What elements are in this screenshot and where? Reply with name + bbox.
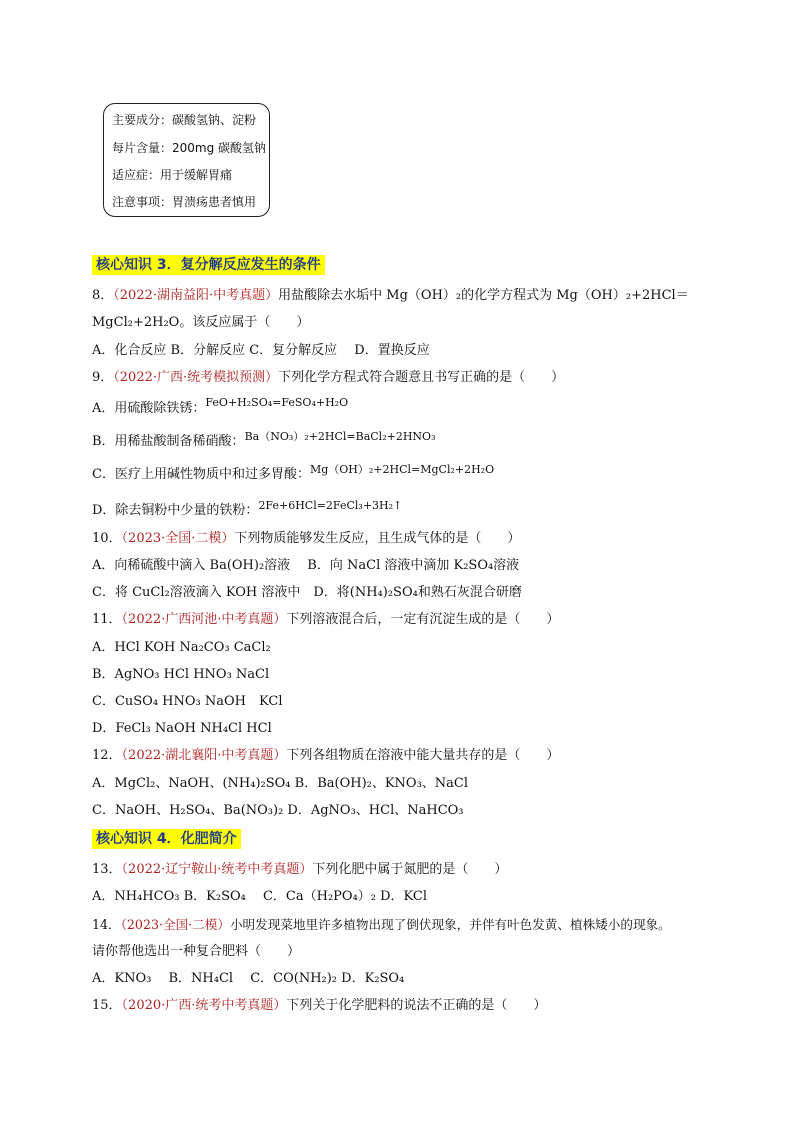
option-equation: Ba（NO₃）₂+2HCl=BaCl₂+2HNO₃ bbox=[244, 430, 436, 443]
question-number: 12． bbox=[92, 748, 122, 763]
question-number: 11． bbox=[92, 612, 122, 627]
question-10-options-cd: C．将 CuCl₂溶液滴入 KOH 溶液中 D．将(NH₄)₂SO₄和熟石灰混合研磨 bbox=[92, 585, 522, 600]
question-9-option-a bbox=[92, 396, 349, 418]
question-source: （2022·湖南益阳·中考真题） bbox=[113, 288, 279, 303]
question-12 bbox=[92, 747, 559, 765]
question-source: （2020·广西·统考中考真题） bbox=[121, 998, 287, 1013]
question-number: 14． bbox=[92, 917, 121, 932]
question-number: 8． bbox=[92, 288, 114, 303]
label-row-ingredients: 主要成分：碳酸氢钠、淀粉 bbox=[112, 113, 257, 127]
option-equation: 2Fe+6HCl=2FeCl₃+3H₂↑ bbox=[258, 499, 403, 512]
label-row-caution: 注意事项：胃溃疡患者慎用 bbox=[112, 195, 257, 209]
question-text: 下列化肥中属于氮肥的是（ ） bbox=[312, 862, 508, 877]
question-text: 下列物质能够发生反应，且生成气体的是（ ） bbox=[234, 531, 521, 546]
question-number: 10． bbox=[92, 531, 122, 546]
question-9-option-d bbox=[92, 499, 403, 520]
question-9-option-b bbox=[92, 430, 436, 451]
question-text: 用盐酸除去水垢中 Mg（OH）₂的化学方程式为 Mg（OH）₂+2HCl＝ bbox=[278, 288, 689, 303]
question-14-options: A．KNO₃ B．NH₄Cl C．CO(NH₂)₂ D．K₂SO₄ bbox=[92, 971, 405, 986]
question-14-text-cont: 请你帮他选出一种复合肥料（ ） bbox=[92, 944, 301, 959]
question-8-text-cont: MgCl₂+2H₂O。该反应属于（ ） bbox=[92, 315, 310, 330]
question-11-option-b: B．AgNO₃ HCl HNO₃ NaCl bbox=[92, 667, 270, 682]
question-11-option-a: A．HCl KOH Na₂CO₃ CaCl₂ bbox=[92, 640, 271, 655]
question-12-options-cd: C．NaOH、H₂SO₄、Ba(NO₃)₂ D．AgNO₃、HCl、NaHCO₃ bbox=[92, 803, 464, 818]
question-11-option-d: D．FeCl₃ NaOH NH₄Cl HCl bbox=[92, 721, 272, 736]
label-row-indication: 适应症：用于缓解胃痛 bbox=[112, 168, 233, 182]
question-source: （2023·全国·二模） bbox=[120, 917, 230, 932]
question-text: 下列化学方程式符合题意且书写正确的是（ ） bbox=[278, 370, 565, 385]
question-15 bbox=[92, 997, 546, 1015]
section-heading-3: 核心知识 3．复分解反应发生的条件 bbox=[92, 255, 325, 275]
question-13-options: A．NH₄HCO₃ B．K₂SO₄ C．Ca（H₂PO₄）₂ D．KCl bbox=[92, 889, 428, 904]
question-source: （2023·全国·二模） bbox=[121, 531, 235, 546]
question-source: （2022·湖北襄阳·中考真题） bbox=[121, 748, 287, 763]
option-label: A．用硫酸除铁锈： bbox=[92, 401, 206, 416]
question-number: 13． bbox=[92, 862, 122, 877]
option-equation: FeO+H₂SO₄=FeSO₄+H₂O bbox=[205, 396, 349, 409]
question-8 bbox=[92, 287, 689, 305]
question-9 bbox=[92, 369, 564, 387]
question-source: （2022·辽宁鞍山·统考中考真题） bbox=[121, 862, 313, 877]
question-10 bbox=[92, 530, 520, 548]
question-8-options: A．化合反应 B．分解反应 C．复分解反应 D．置换反应 bbox=[92, 343, 430, 358]
question-source: （2022·广西河池·中考真题） bbox=[121, 612, 287, 627]
question-12-options-ab: A．MgCl₂、NaOH、(NH₄)₂SO₄ B．Ba(OH)₂、KNO₃、NaCl bbox=[92, 776, 469, 791]
question-number: 15． bbox=[92, 998, 122, 1013]
question-number: 9． bbox=[92, 370, 114, 385]
question-14 bbox=[92, 916, 671, 934]
medicine-label-box bbox=[103, 103, 270, 217]
question-text: 小明发现菜地里许多植物出现了倒伏现象，并伴有叶色发黄、植株矮小的现象。 bbox=[229, 917, 671, 932]
option-label: D．除去铜粉中少量的铁粉： bbox=[92, 503, 259, 518]
question-10-options-ab: A．向稀硫酸中滴入 Ba(OH)₂溶液 B．向 NaCl 溶液中滴加 K₂SO₄溶液 bbox=[92, 558, 520, 573]
question-text: 下列各组物质在溶液中能大量共存的是（ ） bbox=[286, 748, 560, 763]
question-11-option-c: C．CuSO₄ HNO₃ NaOH KCl bbox=[92, 694, 283, 709]
section-heading-4: 核心知识 4．化肥简介 bbox=[92, 829, 241, 849]
question-text: 下列溶液混合后，一定有沉淀生成的是（ ） bbox=[286, 612, 560, 627]
question-13 bbox=[92, 861, 507, 879]
question-text: 下列关于化学肥料的说法不正确的是（ ） bbox=[286, 998, 547, 1013]
option-label: C．医疗上用碱性物质中和过多胃酸： bbox=[92, 467, 310, 482]
option-equation: Mg（OH）₂+2HCl=MgCl₂+2H₂O bbox=[309, 463, 495, 476]
question-source: （2022·广西·统考模拟预测） bbox=[113, 370, 279, 385]
label-row-content: 每片含量：200mg 碳酸氢钠 bbox=[112, 141, 267, 155]
question-11 bbox=[92, 611, 559, 629]
question-9-option-c bbox=[92, 463, 495, 484]
option-label: B．用稀盐酸制备稀硝酸： bbox=[92, 434, 245, 449]
